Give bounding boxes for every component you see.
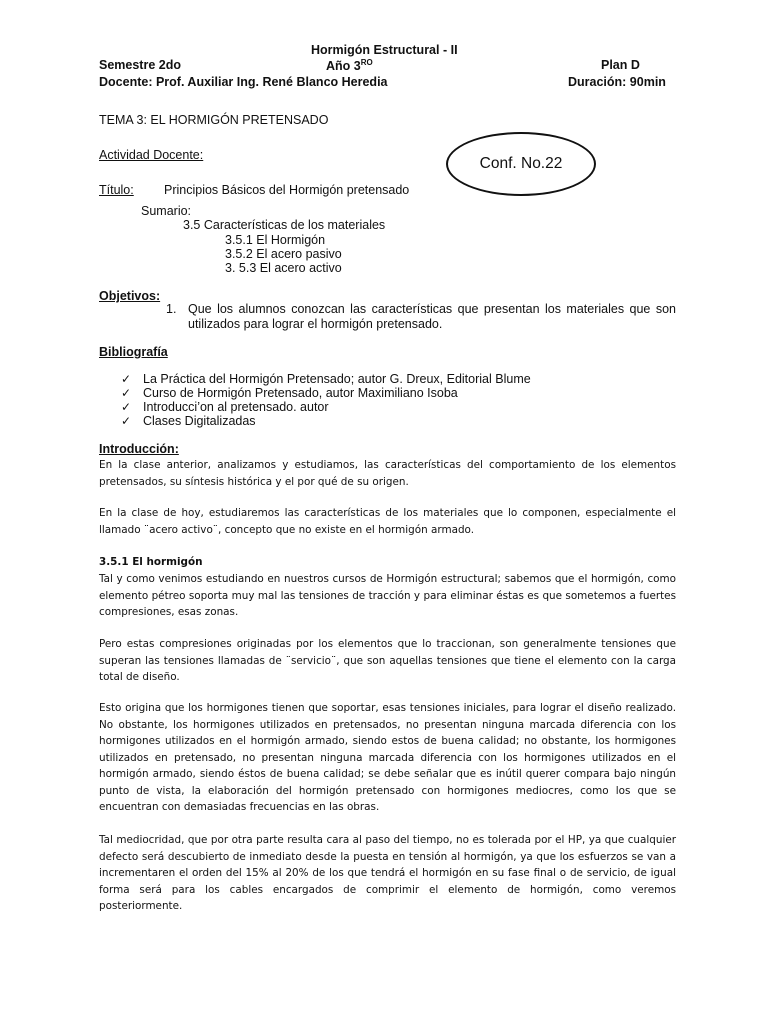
introduccion-paragraph-1: En la clase anterior, analizamos y estudiamos, las características del comportamiento de los elementos pretensados, su síntesis histórica y el por qué de su origen. xyxy=(99,459,676,488)
semester-label: Semestre 2do xyxy=(99,58,181,72)
bibliografia-item-text: Curso de Hormigón Pretensado, autor Maximiliano Isoba xyxy=(143,386,458,400)
titulo-label: Título: xyxy=(99,183,134,197)
sumario-item: 3.5.1 El Hormigón xyxy=(225,233,326,247)
section-351-heading: 3.5.1 El hormigón xyxy=(99,556,203,568)
tema-heading: TEMA 3: EL HORMIGÓN PRETENSADO xyxy=(99,113,329,127)
objetivo-line-1: Que los alumnos conozcan las características que presentan los materiales que son xyxy=(188,302,676,316)
bibliografia-heading: Bibliografía xyxy=(99,345,168,359)
teacher-label: Docente: Prof. Auxiliar Ing. René Blanco Heredia xyxy=(99,75,388,89)
conference-number-text: Conf. No.22 xyxy=(479,155,563,172)
sumario-main: 3.5 Características de los materiales xyxy=(183,218,386,232)
objetivo-line-2: utilizados para lograr el hormigón pretensado. xyxy=(188,317,443,331)
introduccion-heading: Introducción: xyxy=(99,442,179,456)
year-superscript: RO xyxy=(360,58,373,67)
introduccion-paragraph-2: En la clase de hoy, estudiaremos las características de los materiales que lo componen, especialmente el llamado ¨acero activo¨, concepto que no existe en el hormigón armado. xyxy=(99,507,676,536)
objetivos-heading: Objetivos: xyxy=(99,289,161,303)
checkmark-icon: ✓ xyxy=(121,386,132,400)
bibliografia-item-text: Clases Digitalizadas xyxy=(143,414,256,428)
bibliografia-item xyxy=(121,400,329,414)
checkmark-icon: ✓ xyxy=(121,372,132,386)
plan-label: Plan D xyxy=(601,58,640,72)
course-title: Hormigón Estructural - II xyxy=(311,43,458,57)
section-351-paragraph-4: Tal mediocridad, que por otra parte resulta cara al paso del tiempo, no es tolerada por el HP, ya que cualquier defecto será descubierto de inmediato desde la puesta en tensión al hormigón, ya que los esfuerzos se van a incrementaren el orden del 15% al 20% de los que tendrá el hormigón en su fase final o de servicio, de igual forma será para los cables encargados de comprimir el elemento de hormigón, como veremos posteriormente. xyxy=(99,834,676,912)
sumario-item: 3. 5.3 El acero activo xyxy=(225,261,342,275)
checkmark-icon: ✓ xyxy=(121,400,132,414)
bibliografia-item-text: La Práctica del Hormigón Pretensado; autor G. Dreux, Editorial Blume xyxy=(143,372,531,386)
checkmark-icon: ✓ xyxy=(121,414,132,428)
actividad-docente-label: Actividad Docente: xyxy=(99,148,204,162)
section-351-paragraph-1: Tal y como venimos estudiando en nuestros cursos de Hormigón estructural; sabemos que el hormigón, como elemento pétreo soporta muy mal las tensiones de tracción y para eliminar éstas es que sometemos a fuertes compresiones, esas zonas. xyxy=(99,573,676,618)
titulo-value: Principios Básicos del Hormigón pretensado xyxy=(164,183,410,197)
year-label xyxy=(326,58,373,73)
sumario-item: 3.5.2 El acero pasivo xyxy=(225,247,342,261)
bibliografia-item-text: Introducci’on al pretensado. autor xyxy=(143,400,329,414)
section-351-paragraph-2: Pero estas compresiones originadas por los elementos que lo traccionan, son generalmente tensiones que superan las tensiones llamadas de ¨servicio¨, que son aquellas tensiones que tiene el elemento con la carga total de diseño. xyxy=(99,638,676,683)
bibliografia-item xyxy=(121,386,458,400)
duration-label: Duración: 90min xyxy=(568,75,666,89)
conference-number-badge xyxy=(446,132,596,196)
objetivo-number: 1. xyxy=(166,302,177,316)
year-text: Año 3 xyxy=(326,59,361,74)
section-351-paragraph-3: Esto origina que los hormigones tienen que soportar, esas tensiones iniciales, para lograr el diseño realizado. No obstante, los hormigones utilizados en pretensados, no presentan ninguna marcada diferencia con los hormigones utilizados en el hormigón armado, siendo estos de buena calidad; no obstante, los hormigones utilizados en pretensado, no presentan ninguna marcada diferencia con los hormigones utilizados en el hormigón armado, siendo éstos de buena calidad; se debe señalar que es inútil querer compara bajo ningún punto de vista, la elaboración del hormigón pretensado con hormigones mediocres, como los que se encuentran con demasiadas frecuencias en las obras. xyxy=(99,702,676,813)
sumario-label: Sumario: xyxy=(141,204,192,218)
bibliografia-item xyxy=(121,414,256,428)
bibliografia-item xyxy=(121,372,531,386)
